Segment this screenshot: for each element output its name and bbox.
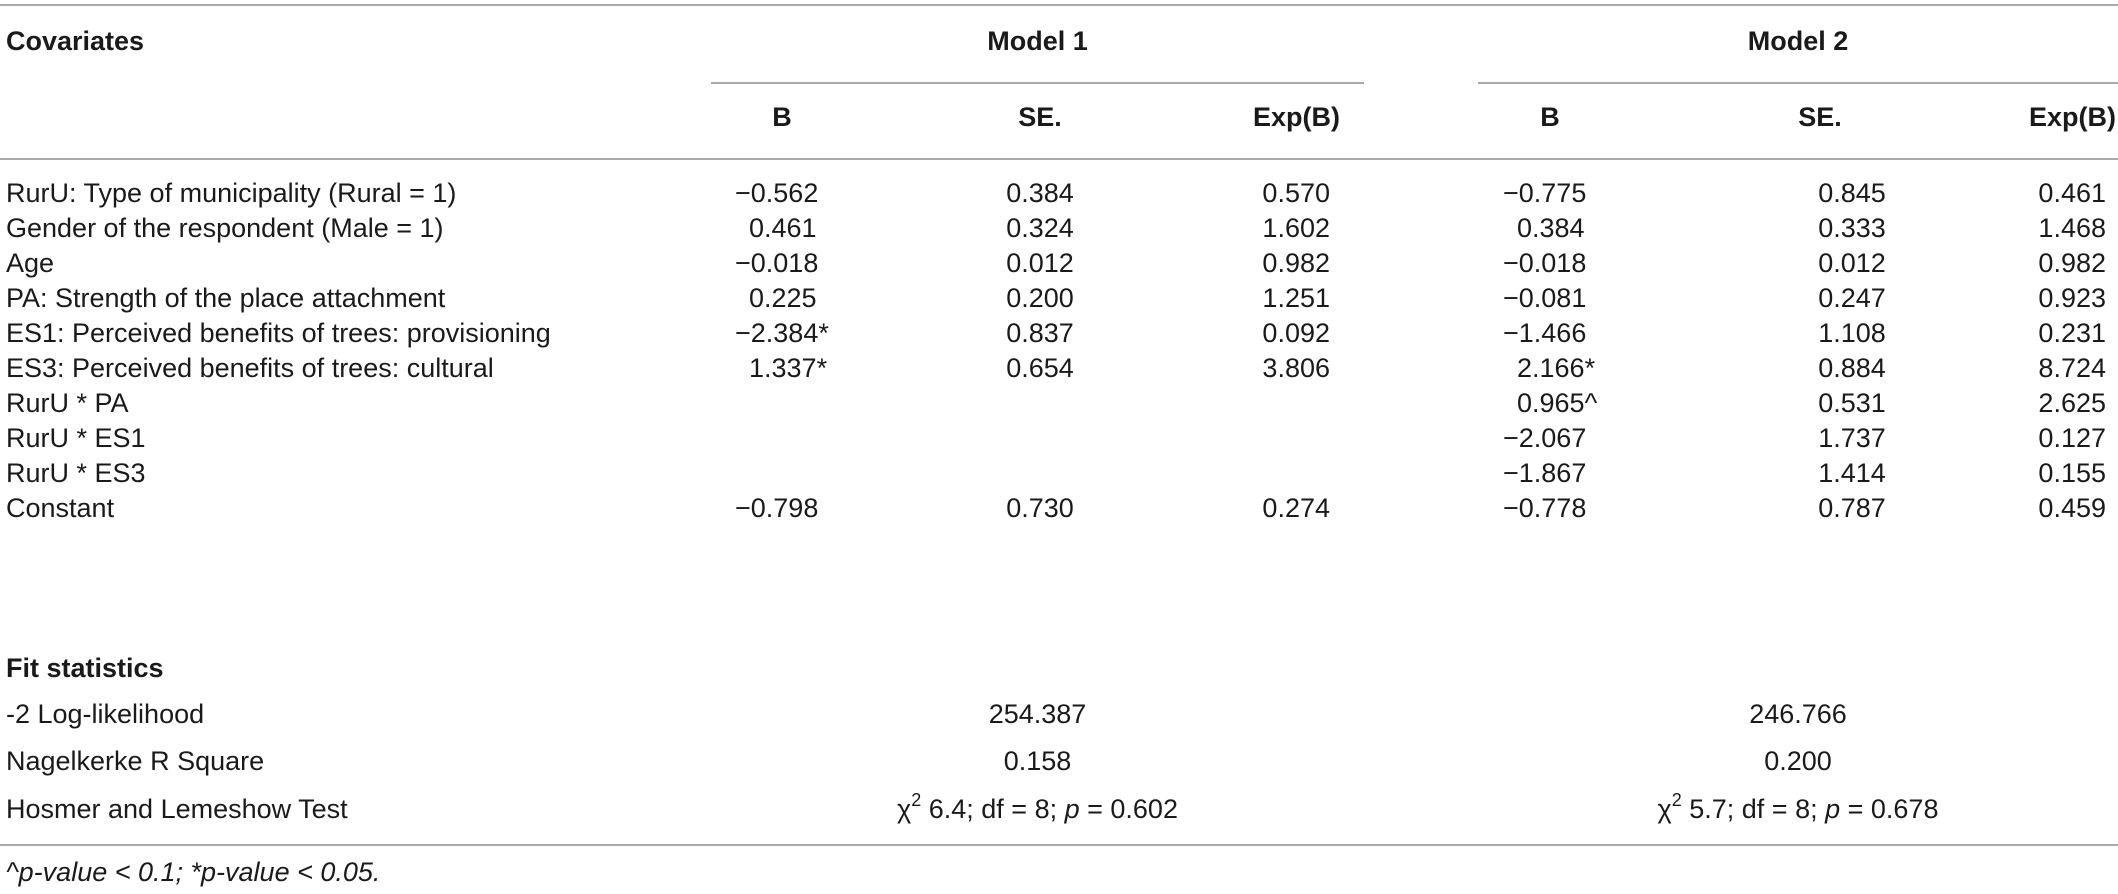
chi-symbol: χ bbox=[897, 794, 912, 824]
m1-b-cell: −2.384* bbox=[735, 318, 829, 348]
r2-m2: 0.200 bbox=[1764, 746, 1832, 776]
hosmer-label: Hosmer and Lemeshow Test bbox=[6, 794, 348, 824]
m1-se-cell: 0.654 bbox=[1006, 353, 1074, 383]
row-label: RurU * ES1 bbox=[6, 423, 146, 453]
bottom-rule bbox=[0, 844, 2118, 846]
m1-se-cell: 0.384 bbox=[1006, 178, 1074, 208]
m2-b-cell: −1.466 bbox=[1503, 318, 1587, 348]
m1-b-cell: 0.461 bbox=[749, 213, 817, 243]
row-label: RurU: Type of municipality (Rural = 1) bbox=[6, 178, 457, 208]
loglik-label: -2 Log-likelihood bbox=[6, 699, 205, 729]
chi-symbol: χ bbox=[1657, 794, 1672, 824]
column-header-0: B bbox=[772, 102, 792, 132]
m2-se-cell: 0.845 bbox=[1818, 178, 1886, 208]
covariates-header: Covariates bbox=[6, 26, 145, 56]
model1-rule bbox=[711, 82, 1364, 84]
m2-se-cell: 1.108 bbox=[1818, 318, 1886, 348]
m2-b-cell: 0.384 bbox=[1517, 213, 1585, 243]
chi-superscript: 2 bbox=[1671, 790, 1682, 810]
m1-b-cell: −0.798 bbox=[735, 493, 819, 523]
m1-b-cell: 1.337* bbox=[749, 353, 828, 383]
column-header-2: Exp(B) bbox=[1253, 102, 1340, 132]
m1-se-cell: 0.012 bbox=[1006, 248, 1074, 278]
column-header-5: Exp(B) bbox=[2029, 102, 2116, 132]
model1-header: Model 1 bbox=[987, 26, 1088, 56]
m2-exp-cell: 0.231 bbox=[2038, 318, 2106, 348]
footnote: ^p-value < 0.1; *p-value < 0.05. bbox=[6, 857, 381, 887]
m2-exp-cell: 0.461 bbox=[2038, 178, 2106, 208]
m1-se-cell: 0.730 bbox=[1006, 493, 1074, 523]
m2-se-cell: 0.247 bbox=[1818, 283, 1886, 313]
m2-exp-cell: 0.923 bbox=[2038, 283, 2106, 313]
top-rule bbox=[0, 4, 2118, 6]
m1-b-cell: −0.562 bbox=[735, 178, 819, 208]
row-label: RurU * ES3 bbox=[6, 458, 146, 488]
m1-exp-cell: 0.274 bbox=[1262, 493, 1330, 523]
m2-exp-cell: 1.468 bbox=[2038, 213, 2106, 243]
r2-label: Nagelkerke R Square bbox=[6, 746, 265, 776]
r2-m1: 0.158 bbox=[1003, 746, 1072, 776]
m2-se-cell: 0.787 bbox=[1818, 493, 1886, 523]
m2-se-cell: 0.531 bbox=[1818, 388, 1886, 418]
row-label: PA: Strength of the place attachment bbox=[6, 283, 446, 313]
m1-exp-cell: 0.982 bbox=[1262, 248, 1330, 278]
m1-exp-cell: 3.806 bbox=[1262, 353, 1330, 383]
m2-se-cell: 1.737 bbox=[1818, 423, 1886, 453]
hosmer-p-value: = 0.602 bbox=[1079, 794, 1178, 824]
m2-exp-cell: 0.459 bbox=[2038, 493, 2106, 523]
m2-b-cell: 0.965^ bbox=[1517, 388, 1598, 418]
m1-b-cell: −0.018 bbox=[735, 248, 819, 278]
m2-se-cell: 1.414 bbox=[1818, 458, 1886, 488]
m2-se-cell: 0.012 bbox=[1818, 248, 1886, 278]
column-header-1: SE. bbox=[1018, 102, 1062, 132]
model2-rule bbox=[1478, 82, 2118, 84]
hosmer-p-value: = 0.678 bbox=[1840, 794, 1939, 824]
row-label: Constant bbox=[6, 493, 115, 523]
row-label: ES3: Perceived benefits of trees: cultural bbox=[6, 353, 494, 383]
p-symbol: p bbox=[1825, 794, 1841, 824]
row-label: Age bbox=[6, 248, 55, 278]
column-header-3: B bbox=[1540, 102, 1560, 132]
m2-b-cell: 2.166* bbox=[1517, 353, 1596, 383]
m1-exp-cell: 1.251 bbox=[1262, 283, 1330, 313]
loglik-m2: 246.766 bbox=[1749, 699, 1847, 729]
loglik-m1: 254.387 bbox=[988, 699, 1087, 729]
m1-se-cell: 0.324 bbox=[1006, 213, 1074, 243]
m2-exp-cell: 0.155 bbox=[2038, 458, 2106, 488]
m2-b-cell: −0.775 bbox=[1503, 178, 1587, 208]
m2-b-cell: −0.018 bbox=[1503, 248, 1587, 278]
m2-se-cell: 0.333 bbox=[1818, 213, 1886, 243]
chi-superscript: 2 bbox=[911, 790, 922, 810]
hosmer-m1 bbox=[711, 792, 1364, 826]
m1-se-cell: 0.837 bbox=[1006, 318, 1074, 348]
m2-exp-cell: 8.724 bbox=[2038, 353, 2106, 383]
hosmer-m2 bbox=[1478, 792, 2118, 826]
column-header-4: SE. bbox=[1798, 102, 1842, 132]
m2-exp-cell: 2.625 bbox=[2038, 388, 2106, 418]
m1-exp-cell: 0.570 bbox=[1262, 178, 1330, 208]
model2-header: Model 2 bbox=[1747, 26, 1849, 56]
fit-heading: Fit statistics bbox=[6, 653, 164, 683]
m2-b-cell: −2.067 bbox=[1503, 423, 1587, 453]
m2-b-cell: −0.778 bbox=[1503, 493, 1587, 523]
row-label: Gender of the respondent (Male = 1) bbox=[6, 213, 444, 243]
header-rule bbox=[0, 158, 2118, 160]
m1-b-cell: 0.225 bbox=[749, 283, 817, 313]
m2-se-cell: 0.884 bbox=[1818, 353, 1886, 383]
m1-exp-cell: 1.602 bbox=[1262, 213, 1330, 243]
row-label: ES1: Perceived benefits of trees: provisioning bbox=[6, 318, 551, 348]
m2-b-cell: −0.081 bbox=[1503, 283, 1587, 313]
m2-b-cell: −1.867 bbox=[1503, 458, 1587, 488]
m2-exp-cell: 0.982 bbox=[2038, 248, 2106, 278]
hosmer-stat: 6.4; df = 8; bbox=[928, 794, 1065, 824]
m1-se-cell: 0.200 bbox=[1006, 283, 1074, 313]
m1-exp-cell: 0.092 bbox=[1262, 318, 1330, 348]
hosmer-stat: 5.7; df = 8; bbox=[1689, 794, 1826, 824]
m2-exp-cell: 0.127 bbox=[2038, 423, 2106, 453]
p-symbol: p bbox=[1064, 794, 1080, 824]
row-label: RurU * PA bbox=[6, 388, 129, 418]
